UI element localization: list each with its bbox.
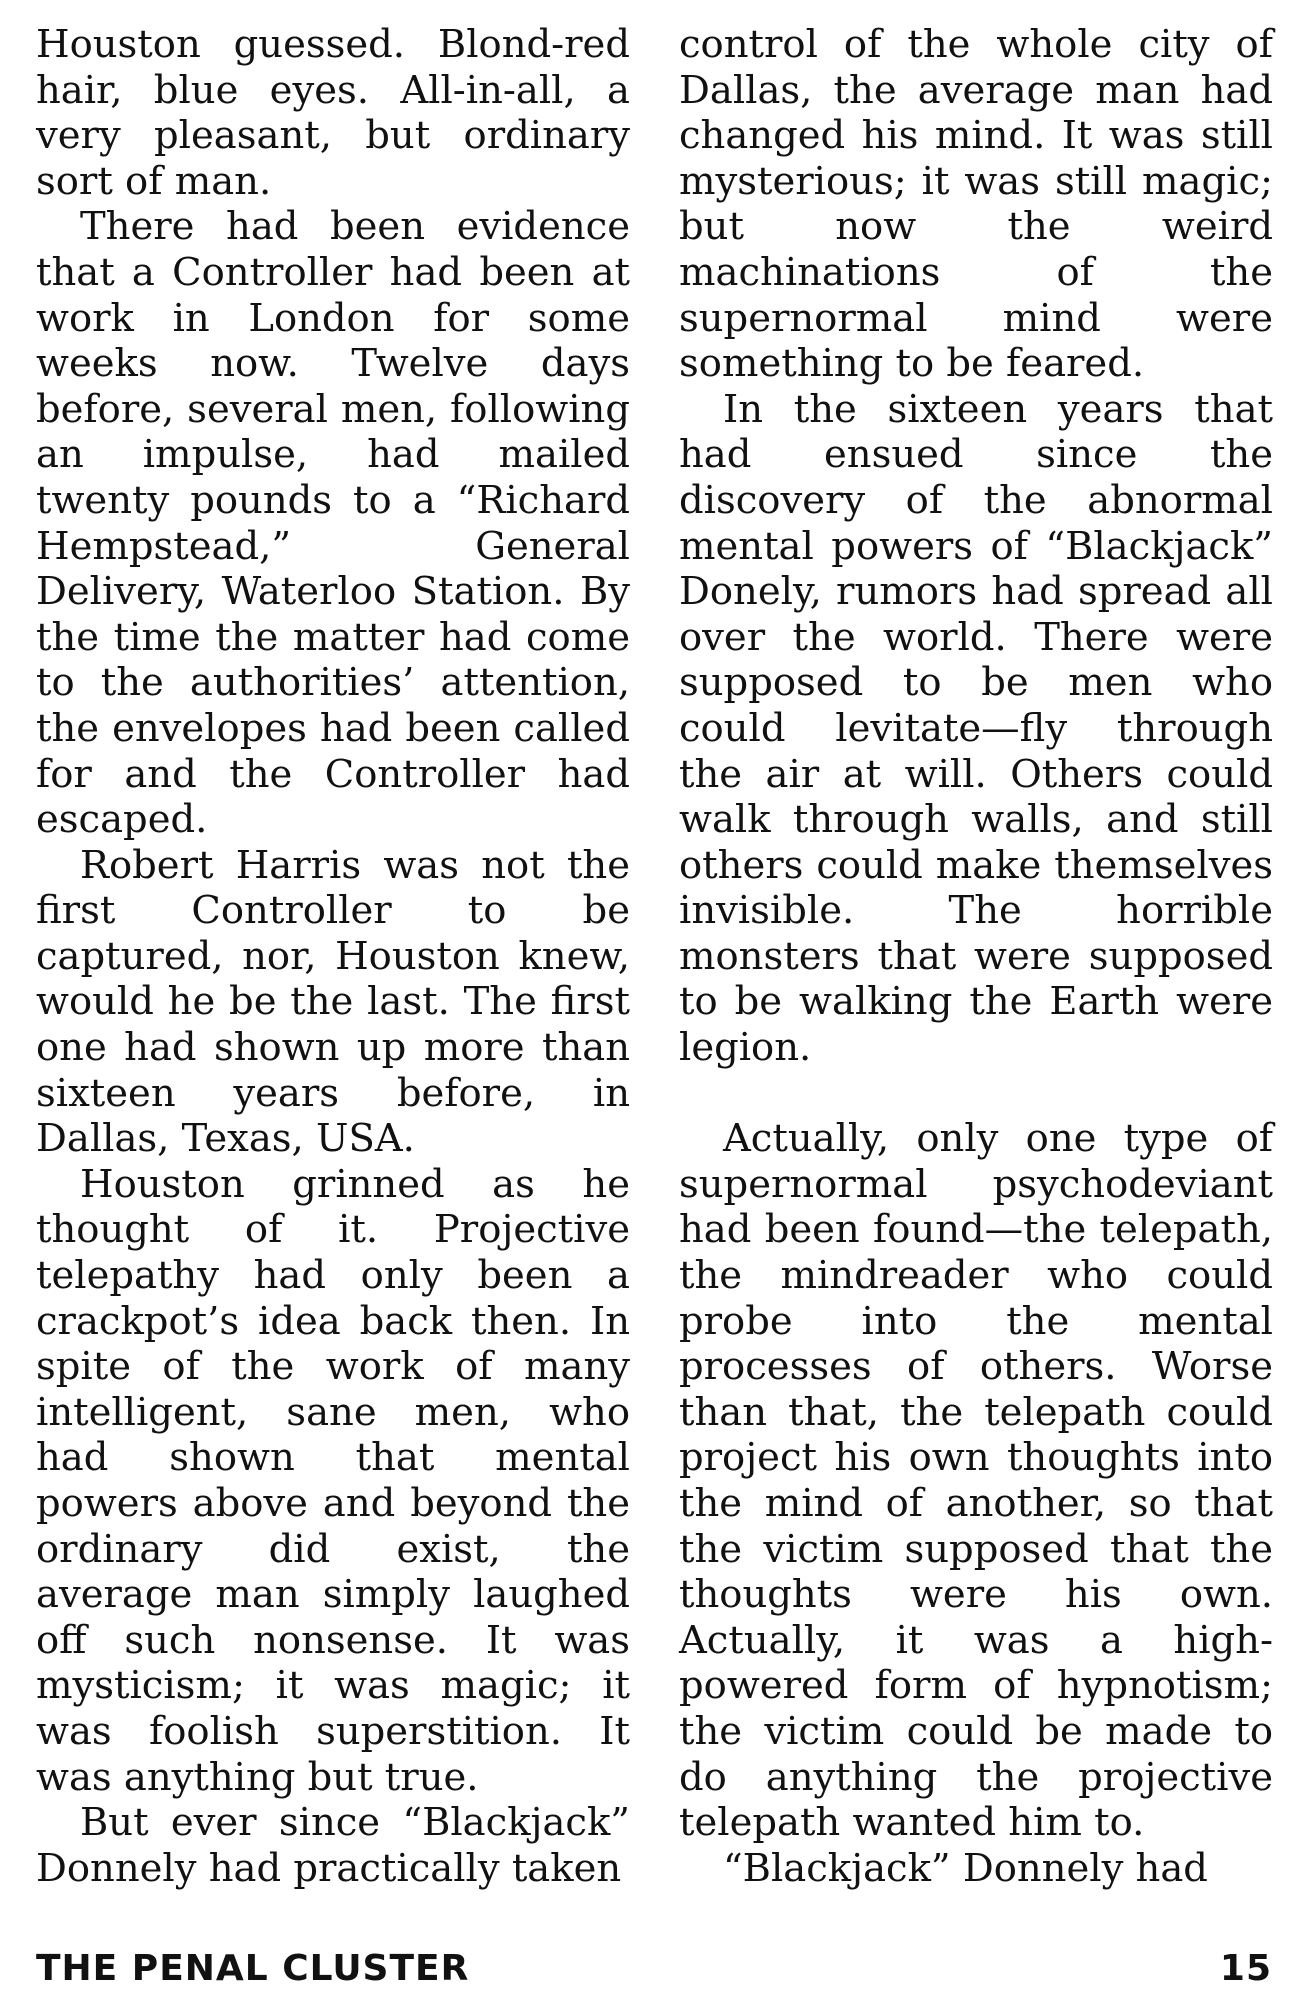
paragraph: Actually, only one type of supernormal psychodeviant had been found—the telepath, the mindreader who could probe into the mental processes of others. Worse than that, the telepath could project his own thoughts into the mind of another, so that the victim supposed that the thoughts were his own. Actually, it was a high-powered form of hypnotism; the victim could be made to do anything the projective telepath wanted him to. <box>679 1116 1273 1846</box>
page-number: 15 <box>1219 1948 1272 1989</box>
running-title: THE PENAL CLUSTER <box>36 1948 470 1989</box>
paragraph: There had been evidence that a Controller had been at work in London for some weeks now. Twelve days before, several men, following an impulse, had mailed twenty pounds to a “Richard Hempstead,” General Delivery, Waterloo Station. By the time the matter had come to the authorities’ attention, the envelopes had been called for and the Controller had escaped. <box>36 204 630 843</box>
paragraph: Houston grinned as he thought of it. Projective telepathy had only been a crackpot’s idea back then. In spite of the work of many intelligent, sane men, who had shown that mental powers above and beyond the ordinary did exist, the average man simply laughed off such nonsense. It was mysticism; it was magic; it was foolish superstition. It was anything but true. <box>36 1161 630 1800</box>
paragraph: But ever since “Blackjack” Donnely had practically taken <box>36 1800 630 1891</box>
paragraph: In the sixteen years that had ensued since the discovery of the abnormal mental powers of “Blackjack” Donely, rumors had spread all over the world. There were supposed to be men who could levitate—fly through the air at will. Others could walk through walls, and still others could make themselves invisible. The horrible monsters that were supposed to be walking the Earth were legion. <box>679 386 1273 1071</box>
page-footer <box>36 1948 1272 1998</box>
left-text-column <box>36 22 630 1891</box>
paragraph-continued: Houston guessed. Blond-red hair, blue eyes. All-in-all, a very pleasant, but ordinary sort of man. <box>36 22 630 204</box>
paragraph: Robert Harris was not the first Controller to be captured, nor, Houston knew, would he be the last. The first one had shown up more than sixteen years before, in Dallas, Texas, USA. <box>36 842 630 1162</box>
paragraph: “Blackjack” Donnely had <box>723 1845 1208 1891</box>
right-text-column <box>679 22 1273 1891</box>
paragraph-continued: control of the whole city of Dallas, the average man had changed his mind. It was still mysterious; it was still magic; but now the weird machinations of the supernormal mind were something to be feared. <box>679 22 1273 387</box>
